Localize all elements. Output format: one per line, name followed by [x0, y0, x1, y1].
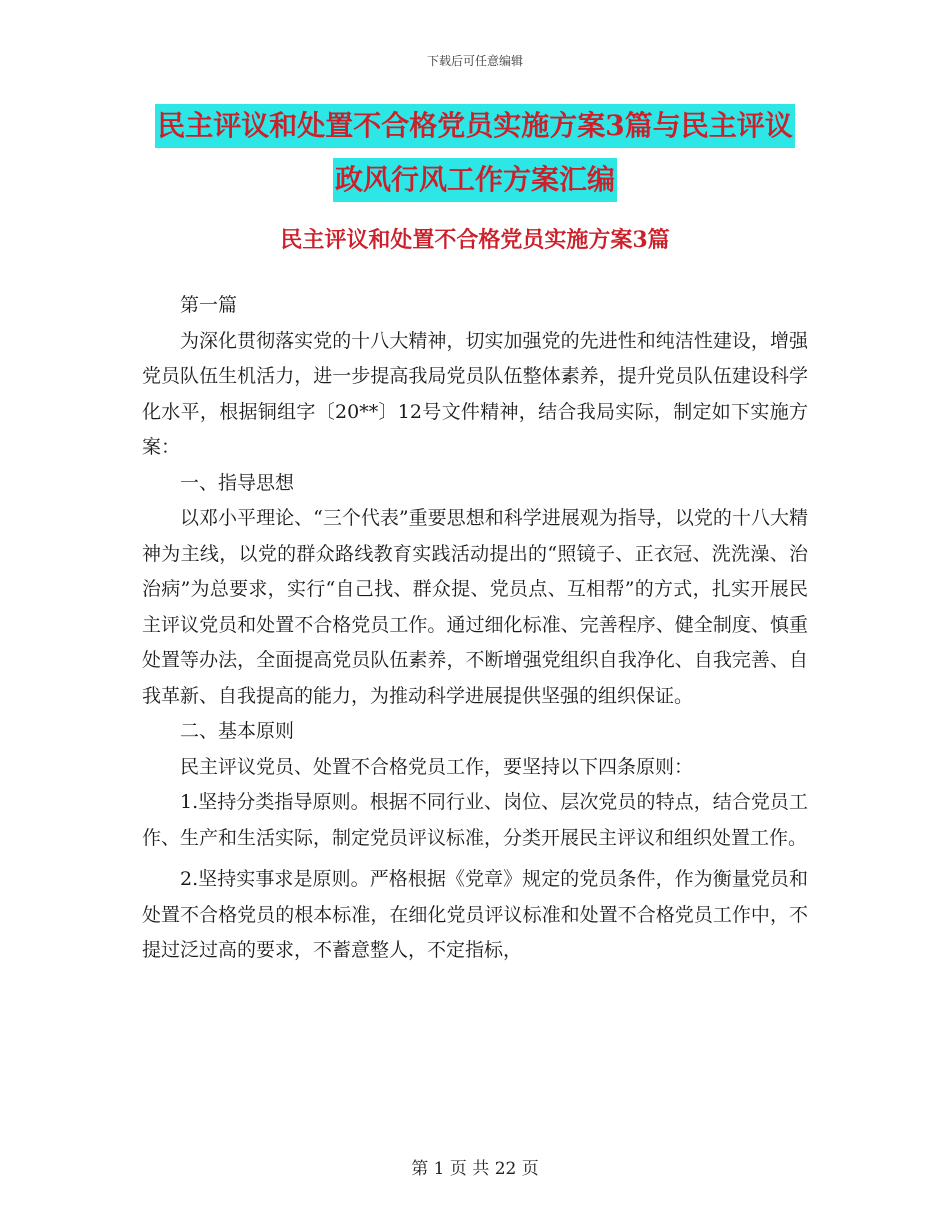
paragraph-principle-2: 2.坚持实事求是原则。严格根据《党章》规定的党员条件，作为衡量党员和处置不合格党员的根本标准，在细化党员评议标准和处置不合格党员工作中，不提过泛过高的要求，不蓄意整人，不定指标，	[142, 868, 808, 961]
page-footer: 第 1 页 共 22 页	[411, 1159, 539, 1179]
document-title	[0, 104, 950, 212]
body-text	[142, 288, 808, 969]
paragraph-principle-1: 1.坚持分类指导原则。根据不同行业、岗位、层次党员的特点，结合党员工作、生产和生活实际，制定党员评议标准，分类开展民主评议和组织处置工作。	[142, 791, 808, 849]
paragraph-guiding-thought: 以邓小平理论、“三个代表”重要思想和科学进展观为指导，以党的十八大精神为主线，以党的群众路线教育实践活动提出的“照镜子、正衣冠、洗洗澡、治治病”为总要求，实行“自己找、群众提、党员点、互相帮”的方式，扎实开展民主评议党员和处置不合格党员工作。通过细化标准、完善程序、健全制度、慎重处置等办法，全面提高党员队伍素养，不断增强党组织自我净化、自我完善、自我革新、自我提高的能力，为推动科学进展提供坚强的组织保证。	[142, 507, 808, 707]
title-line-1: 民主评议和处置不合格党员实施方案3篇与民主评议	[155, 104, 795, 148]
section-title: 民主评议和处置不合格党员实施方案3篇	[280, 227, 670, 253]
paragraph-part-heading: 第一篇	[180, 294, 238, 316]
heading-basic-principles: 二、基本原则	[180, 720, 295, 742]
paragraph-intro: 为深化贯彻落实党的十八大精神，切实加强党的先进性和纯洁性建设，增强党员队伍生机活力，进一步提高我局党员队伍整体素养，提升党员队伍建设科学化水平，根据铜组字〔20**〕12号文件精神，结合我局实际，制定如下实施方案：	[142, 329, 808, 458]
title-line-2: 政风行风工作方案汇编	[333, 158, 617, 202]
paragraph-principles-intro: 民主评议党员、处置不合格党员工作，要坚持以下四条原则：	[180, 755, 694, 778]
header-note: 下载后可任意编辑	[426, 54, 523, 68]
heading-guiding-thought: 一、指导思想	[180, 471, 295, 494]
